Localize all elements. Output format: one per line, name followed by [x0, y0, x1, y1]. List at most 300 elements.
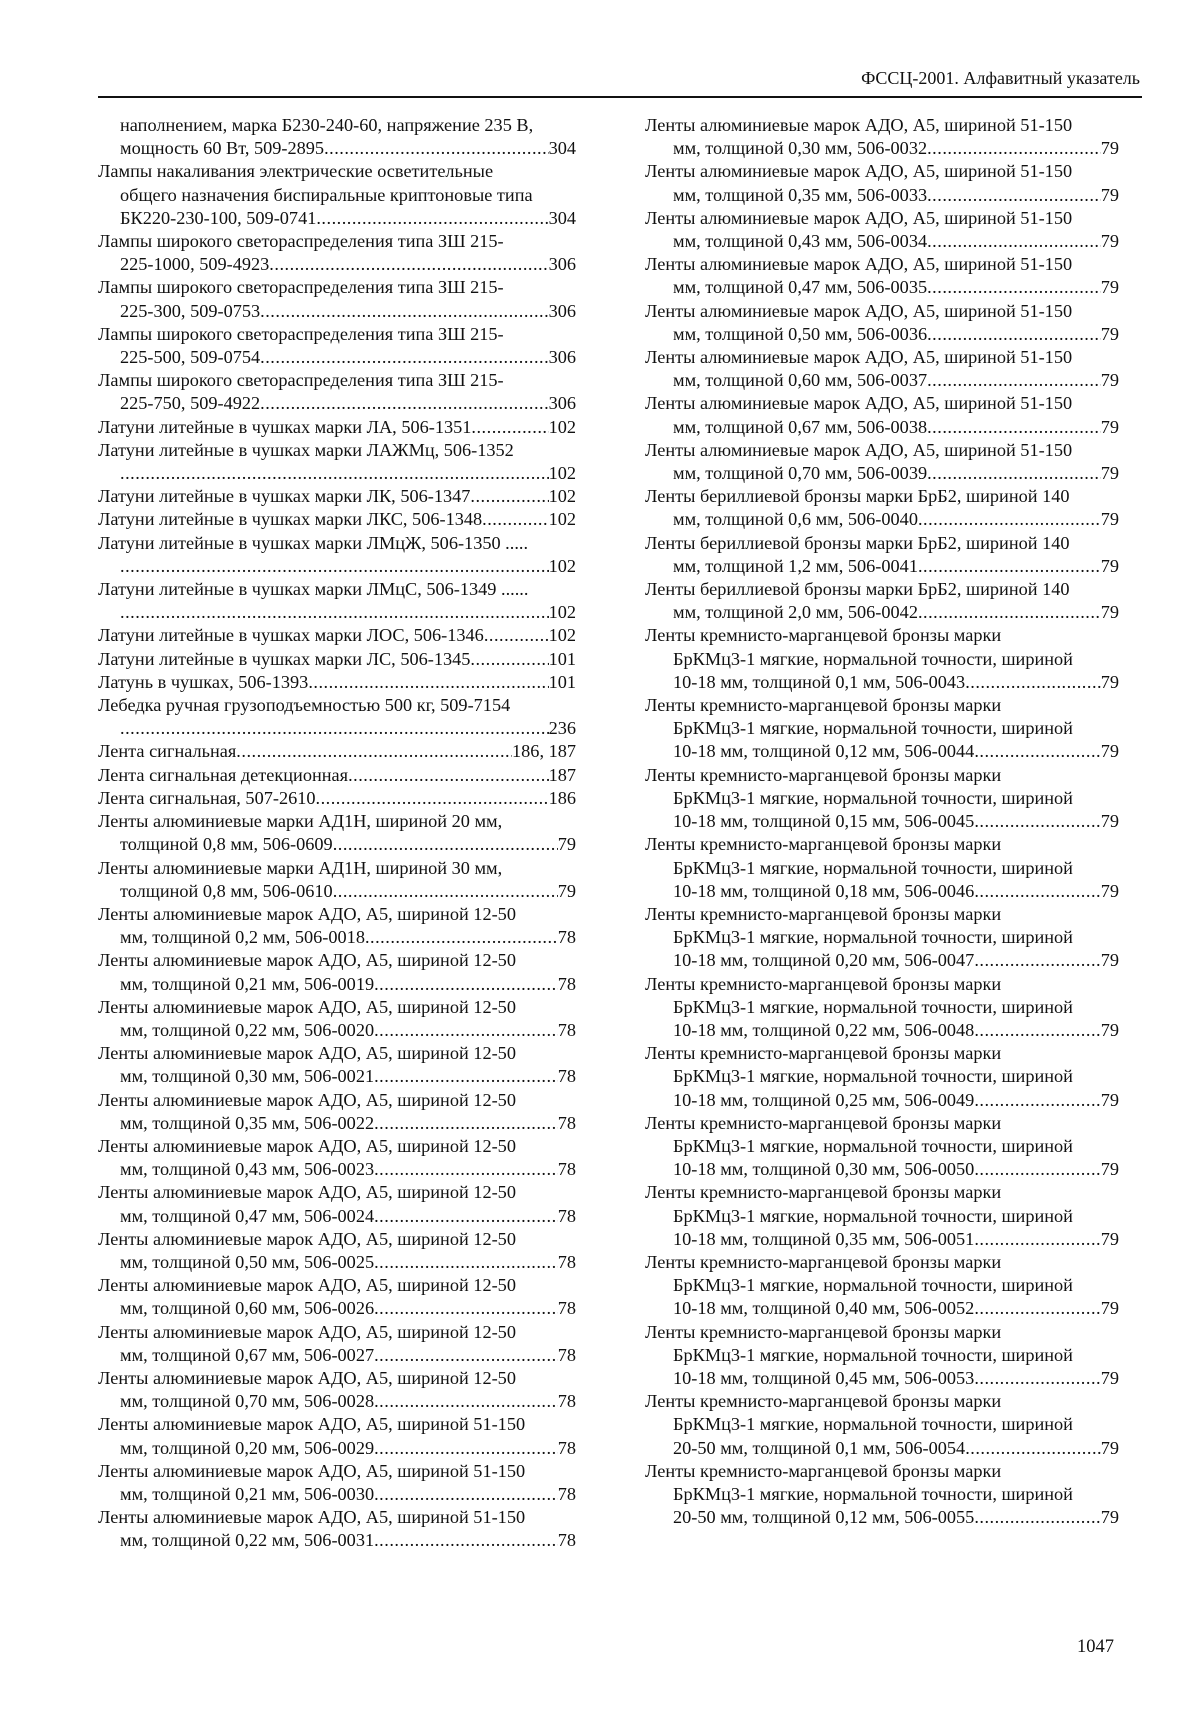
entry-line-with-page — [98, 1065, 576, 1088]
entry-text: мм, толщиной 2,0 мм, 506-0042 — [673, 602, 918, 623]
dot-leader — [918, 601, 1101, 624]
entry-line-with-page — [98, 787, 576, 810]
entry-text: мм, толщиной 1,2 мм, 506-0041 — [673, 555, 918, 576]
entry-line-with-page — [98, 416, 576, 439]
entry-line-with-page — [98, 346, 576, 369]
entry-text: мм, толщиной 0,70 мм, 506-0028 — [120, 1391, 375, 1412]
entry-page-ref: 78 — [557, 1437, 576, 1458]
entry-line-with-page — [645, 323, 1119, 346]
entry-line: Ленты кремнисто-марганцевой бронзы марки — [645, 903, 1002, 924]
entry-text: мм, толщиной 0,6 мм, 506-0040 — [673, 509, 918, 530]
entry-line-with-page — [645, 462, 1119, 485]
entry-line-with-page — [98, 508, 576, 531]
entry-page-ref: 79 — [1100, 1089, 1119, 1110]
index-entry — [98, 578, 576, 624]
entry-line-with-page — [98, 1483, 576, 1506]
entry-line: Ленты алюминиевые марок АДО, А5, шириной 51-150 — [98, 1414, 526, 1435]
index-entry — [645, 1042, 1119, 1112]
entry-text: 225-300, 509-0753 — [120, 300, 261, 321]
entry-page-ref: 79 — [1100, 370, 1119, 391]
entry-line-with-page — [98, 833, 576, 856]
entry-page-ref: 186, 187 — [512, 741, 576, 762]
entry-page-ref: 78 — [557, 1205, 576, 1226]
entry-line: Лампы широкого светораспределения типа ЗШ 215- — [98, 323, 504, 344]
entry-text: мм, толщиной 0,70 мм, 506-0039 — [673, 463, 928, 484]
entry-page-ref: 186 — [548, 787, 576, 808]
entry-text: 10-18 мм, толщиной 0,12 мм, 506-0044 — [673, 741, 975, 762]
entry-line-with-page — [98, 300, 576, 323]
entry-page-ref: 78 — [557, 1391, 576, 1412]
index-entry — [98, 903, 576, 949]
index-entry — [645, 392, 1119, 438]
dot-leader — [918, 508, 1101, 531]
entry-page-ref: 102 — [548, 463, 576, 484]
entry-line-with-page — [98, 880, 576, 903]
entry-line: БрКМц3-1 мягкие, нормальной точности, шириной — [673, 787, 1073, 808]
entry-line-with-page — [645, 1506, 1119, 1529]
entry-text: 10-18 мм, толщиной 0,45 мм, 506-0053 — [673, 1367, 975, 1388]
dot-leader — [974, 1228, 1100, 1251]
index-entry — [98, 369, 576, 415]
dot-leader — [484, 624, 549, 647]
entry-page-ref: 306 — [548, 393, 576, 414]
dot-leader — [927, 416, 1101, 439]
dot-leader — [374, 973, 558, 996]
index-entry — [645, 578, 1119, 624]
index-entry — [98, 1228, 576, 1274]
entry-text: мм, толщиной 0,21 мм, 506-0019 — [120, 973, 375, 994]
index-entry — [645, 1181, 1119, 1251]
dot-leader — [974, 810, 1100, 833]
entry-text: Лента сигнальная — [98, 741, 237, 762]
entry-page-ref: 236 — [548, 718, 576, 739]
dot-leader — [482, 508, 548, 531]
entry-line-with-page — [98, 624, 576, 647]
entry-page-ref: 102 — [548, 625, 576, 646]
entry-line: БрКМц3-1 мягкие, нормальной точности, шириной — [673, 1414, 1073, 1435]
entry-line: Ленты алюминиевые марок АДО, А5, шириной 51-150 — [645, 439, 1073, 460]
entry-line: БрКМц3-1 мягкие, нормальной точности, шириной — [673, 857, 1073, 878]
entry-line-with-page — [98, 253, 576, 276]
entry-line-with-page — [98, 926, 576, 949]
entry-line-with-page — [98, 1112, 576, 1135]
entry-line-with-page — [645, 508, 1119, 531]
entry-page-ref: 79 — [1100, 880, 1119, 901]
entry-line-with-page — [645, 1158, 1119, 1181]
dot-leader — [269, 253, 548, 276]
dot-leader — [308, 671, 548, 694]
entry-line: Ленты алюминиевые марок АДО, А5, шириной 12-50 — [98, 1275, 516, 1296]
index-entry — [645, 346, 1119, 392]
entry-page-ref: 79 — [1100, 138, 1119, 159]
entry-line-with-page — [98, 973, 576, 996]
entry-page-ref: 102 — [548, 486, 576, 507]
entry-text: мм, толщиной 0,35 мм, 506-0022 — [120, 1112, 375, 1133]
entry-line: наполнением, марка Б230-240-60, напряжение 235 В, — [120, 115, 534, 135]
dot-leader — [927, 369, 1101, 392]
index-entry — [98, 276, 576, 322]
entry-text: Лента сигнальная детекционная — [98, 764, 349, 785]
entry-line-with-page — [645, 276, 1119, 299]
entry-text: мм, толщиной 0,50 мм, 506-0036 — [673, 323, 928, 344]
entry-line: Ленты алюминиевые марок АДО, А5, шириной 12-50 — [98, 1182, 516, 1203]
index-entry — [98, 694, 576, 740]
index-entry — [98, 1367, 576, 1413]
entry-text: мм, толщиной 0,47 мм, 506-0024 — [120, 1205, 375, 1226]
entry-line: Ленты алюминиевые марок АДО, А5, шириной 12-50 — [98, 996, 516, 1017]
entry-text: Латуни литейные в чушках марки ЛК, 506-1347 — [98, 486, 471, 507]
dot-leader — [120, 717, 549, 740]
dot-leader — [374, 1390, 558, 1413]
entry-line-with-page — [98, 1297, 576, 1320]
entry-page-ref: 78 — [557, 1483, 576, 1504]
entry-page-ref: 79 — [1100, 1367, 1119, 1388]
entry-line: Ленты алюминиевые марок АДО, А5, шириной 51-150 — [98, 1507, 526, 1528]
entry-line: Ленты алюминиевые марок АДО, А5, шириной 51-150 — [645, 347, 1073, 368]
entry-line-with-page — [645, 184, 1119, 207]
index-entry — [645, 1460, 1119, 1530]
entry-line: Ленты кремнисто-марганцевой бронзы марки — [645, 1182, 1002, 1203]
index-entry — [98, 648, 576, 671]
dot-leader — [974, 1019, 1100, 1042]
entry-page-ref: 78 — [557, 1019, 576, 1040]
entry-line: Ленты кремнисто-марганцевой бронзы марки — [645, 1112, 1002, 1133]
entry-text: мм, толщиной 0,21 мм, 506-0030 — [120, 1483, 375, 1504]
index-entry — [645, 485, 1119, 531]
entry-text: 10-18 мм, толщиной 0,18 мм, 506-0046 — [673, 880, 975, 901]
entry-text: мм, толщиной 0,35 мм, 506-0033 — [673, 184, 928, 205]
dot-leader — [316, 787, 549, 810]
entry-text: Латуни литейные в чушках марки ЛА, 506-1351 — [98, 416, 472, 437]
index-entry — [98, 787, 576, 810]
entry-line-with-page — [645, 555, 1119, 578]
entry-page-ref: 79 — [1100, 277, 1119, 298]
entry-line-with-page — [98, 717, 576, 740]
entry-page-ref: 78 — [557, 927, 576, 948]
entry-line: Ленты бериллиевой бронзы марки БрБ2, шириной 140 — [645, 532, 1070, 553]
dot-leader — [333, 880, 558, 903]
entry-line: Лампы накаливания электрические осветительные — [98, 161, 494, 182]
entry-text: 20-50 мм, толщиной 0,1 мм, 506-0054 — [673, 1437, 966, 1458]
dot-leader — [120, 555, 549, 578]
index-entry — [98, 114, 576, 160]
dot-leader — [236, 740, 512, 763]
index-entry — [98, 857, 576, 903]
entry-text: мм, толщиной 0,67 мм, 506-0027 — [120, 1344, 375, 1365]
page-number: 1047 — [1077, 1637, 1114, 1657]
entry-line: Лампы широкого светораспределения типа ЗШ 215- — [98, 370, 504, 391]
index-entry — [98, 1089, 576, 1135]
entry-page-ref: 78 — [557, 1298, 576, 1319]
entry-line: Ленты алюминиевые марок АДО, А5, шириной 12-50 — [98, 1321, 516, 1342]
index-column-right — [645, 114, 1119, 1529]
entry-page-ref: 79 — [1100, 1507, 1119, 1528]
entry-page-ref: 78 — [557, 1530, 576, 1551]
entry-line: БрКМц3-1 мягкие, нормальной точности, шириной — [673, 1135, 1073, 1156]
entry-line-with-page — [98, 207, 576, 230]
entry-line: Ленты алюминиевые марок АДО, А5, шириной 12-50 — [98, 1367, 516, 1388]
dot-leader — [316, 207, 548, 230]
dot-leader — [965, 671, 1101, 694]
entry-page-ref: 79 — [1100, 950, 1119, 971]
index-entry — [645, 1112, 1119, 1182]
entry-line-with-page — [98, 1251, 576, 1274]
entry-line: БрКМц3-1 мягкие, нормальной точности, шириной — [673, 1205, 1073, 1226]
entry-page-ref: 306 — [548, 254, 576, 275]
entry-page-ref: 306 — [548, 300, 576, 321]
entry-page-ref: 102 — [548, 602, 576, 623]
entry-page-ref: 79 — [1100, 1298, 1119, 1319]
index-entry — [98, 230, 576, 276]
index-entry — [98, 485, 576, 508]
entry-text: мм, толщиной 0,22 мм, 506-0020 — [120, 1019, 375, 1040]
entry-line: Ленты бериллиевой бронзы марки БрБ2, шириной 140 — [645, 486, 1070, 507]
entry-text: мм, толщиной 0,60 мм, 506-0026 — [120, 1298, 375, 1319]
entry-text: мм, толщиной 0,20 мм, 506-0029 — [120, 1437, 375, 1458]
entry-line: Ленты кремнисто-марганцевой бронзы марки — [645, 1043, 1002, 1064]
index-entry — [98, 160, 576, 230]
entry-line: Ленты кремнисто-марганцевой бронзы марки — [645, 1460, 1002, 1481]
entry-line-with-page — [645, 369, 1119, 392]
dot-leader — [374, 1529, 558, 1552]
index-entry — [98, 810, 576, 856]
index-entry — [98, 764, 576, 787]
index-entry — [98, 439, 576, 485]
entry-line: Ленты алюминиевые марок АДО, А5, шириной 51-150 — [645, 115, 1073, 135]
entry-line: БрКМц3-1 мягкие, нормальной точности, шириной — [673, 927, 1073, 948]
page-header — [98, 66, 1142, 98]
entry-text: мм, толщиной 0,60 мм, 506-0037 — [673, 370, 928, 391]
entry-line-with-page — [645, 740, 1119, 763]
entry-line: БрКМц3-1 мягкие, нормальной точности, шириной — [673, 718, 1073, 739]
entry-line: Ленты бериллиевой бронзы марки БрБ2, шириной 140 — [645, 579, 1070, 600]
entry-line-with-page — [98, 462, 576, 485]
index-column-left — [98, 114, 576, 1553]
dot-leader — [927, 184, 1101, 207]
entry-text: БК220-230-100, 509-0741 — [120, 207, 317, 228]
entry-text: Лента сигнальная, 507-2610 — [98, 787, 316, 808]
entry-line-with-page — [645, 601, 1119, 624]
dot-leader — [348, 764, 549, 787]
dot-leader — [374, 1205, 558, 1228]
running-title: ФССЦ-2001. Алфавитный указатель — [861, 68, 1140, 88]
index-entry — [98, 1181, 576, 1227]
entry-text: мм, толщиной 0,30 мм, 506-0021 — [120, 1066, 375, 1087]
entry-line: Лебедка ручная грузоподъемностью 500 кг, 509-7154 — [98, 695, 511, 716]
entry-text: толщиной 0,8 мм, 506-0609 — [120, 834, 333, 855]
entry-page-ref: 79 — [1100, 811, 1119, 832]
entry-text: мм, толщиной 0,50 мм, 506-0025 — [120, 1251, 375, 1272]
entry-line-with-page — [98, 601, 576, 624]
entry-page-ref: 102 — [548, 555, 576, 576]
entry-page-ref: 79 — [1100, 555, 1119, 576]
entry-line: Ленты алюминиевые марок АДО, А5, шириной 51-150 — [645, 161, 1073, 182]
entry-line: Ленты алюминиевые марки АД1Н, шириной 30 мм, — [98, 857, 503, 878]
entry-text: мм, толщиной 0,43 мм, 506-0034 — [673, 231, 928, 252]
entry-line-with-page — [645, 880, 1119, 903]
entry-page-ref: 78 — [557, 1066, 576, 1087]
dot-leader — [927, 323, 1101, 346]
entry-line: Латуни литейные в чушках марки ЛМцС, 506-1349 ...... — [98, 579, 529, 600]
entry-text: мм, толщиной 0,2 мм, 506-0018 — [120, 927, 365, 948]
entry-line-with-page — [645, 949, 1119, 972]
index-entry — [645, 973, 1119, 1043]
dot-leader — [120, 601, 549, 624]
index-entry — [645, 1251, 1119, 1321]
index-entry — [645, 253, 1119, 299]
entry-line: Ленты кремнисто-марганцевой бронзы марки — [645, 973, 1002, 994]
entry-page-ref: 79 — [1100, 463, 1119, 484]
entry-text: 225-500, 509-0754 — [120, 347, 261, 368]
entry-line: Лампы широкого светораспределения типа ЗШ 215- — [98, 231, 504, 252]
entry-line: Ленты алюминиевые марок АДО, А5, шириной 12-50 — [98, 1043, 516, 1064]
entry-page-ref: 79 — [1100, 1437, 1119, 1458]
index-entry — [98, 1506, 576, 1552]
dot-leader — [974, 740, 1100, 763]
dot-leader — [470, 485, 548, 508]
dot-leader — [374, 1158, 558, 1181]
entry-text: мм, толщиной 0,43 мм, 506-0023 — [120, 1159, 375, 1180]
dot-leader — [965, 1437, 1101, 1460]
entry-page-ref: 79 — [1100, 184, 1119, 205]
dot-leader — [974, 1506, 1100, 1529]
entry-text: Латуни литейные в чушках марки ЛКС, 506-1348 — [98, 509, 483, 530]
entry-text: мм, толщиной 0,67 мм, 506-0038 — [673, 416, 928, 437]
index-entry — [645, 694, 1119, 764]
entry-line: общего назначения биспиральные криптоновые типа — [120, 184, 533, 205]
dot-leader — [324, 137, 549, 160]
dot-leader — [260, 392, 548, 415]
entry-text: 10-18 мм, толщиной 0,25 мм, 506-0049 — [673, 1089, 975, 1110]
entry-line: БрКМц3-1 мягкие, нормальной точности, шириной — [673, 996, 1073, 1017]
index-entry — [645, 160, 1119, 206]
entry-line: Ленты кремнисто-марганцевой бронзы марки — [645, 1251, 1002, 1272]
index-entry — [98, 1135, 576, 1181]
entry-line-with-page — [98, 764, 576, 787]
entry-text: 10-18 мм, толщиной 0,35 мм, 506-0051 — [673, 1228, 975, 1249]
index-entry — [645, 764, 1119, 834]
entry-line-with-page — [98, 555, 576, 578]
entry-text: 10-18 мм, толщиной 0,22 мм, 506-0048 — [673, 1019, 975, 1040]
entry-line: Латуни литейные в чушках марки ЛАЖМц, 506-1352 — [98, 439, 514, 460]
entry-line: Ленты кремнисто-марганцевой бронзы марки — [645, 695, 1002, 716]
entry-line: БрКМц3-1 мягкие, нормальной точности, шириной — [673, 1066, 1073, 1087]
entry-line: БрКМц3-1 мягкие, нормальной точности, шириной — [673, 648, 1073, 669]
dot-leader — [974, 880, 1100, 903]
dot-leader — [120, 462, 549, 485]
entry-text: мм, толщиной 0,47 мм, 506-0035 — [673, 277, 928, 298]
entry-line-with-page — [98, 648, 576, 671]
entry-page-ref: 79 — [1100, 1019, 1119, 1040]
entry-page-ref: 79 — [1100, 741, 1119, 762]
entry-page-ref: 102 — [548, 509, 576, 530]
dot-leader — [927, 462, 1101, 485]
dot-leader — [974, 1367, 1100, 1390]
dot-leader — [374, 1437, 558, 1460]
index-entry — [98, 740, 576, 763]
entry-line-with-page — [645, 1089, 1119, 1112]
entry-text: 10-18 мм, толщиной 0,1 мм, 506-0043 — [673, 671, 966, 692]
index-entry — [98, 508, 576, 531]
index-entry — [645, 439, 1119, 485]
entry-line: Ленты кремнисто-марганцевой бронзы марки — [645, 764, 1002, 785]
entry-text: Латунь в чушках, 506-1393 — [98, 671, 309, 692]
index-entry — [645, 300, 1119, 346]
entry-page-ref: 78 — [557, 1344, 576, 1365]
entry-text: мм, толщиной 0,30 мм, 506-0032 — [673, 138, 928, 159]
index-entry — [645, 1390, 1119, 1460]
entry-line-with-page — [645, 1437, 1119, 1460]
entry-text: 10-18 мм, толщиной 0,15 мм, 506-0045 — [673, 811, 975, 832]
entry-line-with-page — [98, 740, 576, 763]
entry-page-ref: 79 — [1100, 416, 1119, 437]
entry-line-with-page — [98, 485, 576, 508]
entry-line: Ленты кремнисто-марганцевой бронзы марки — [645, 1391, 1002, 1412]
entry-page-ref: 79 — [1100, 323, 1119, 344]
entry-page-ref: 79 — [557, 834, 576, 855]
index-entry — [98, 1413, 576, 1459]
dot-leader — [260, 300, 548, 323]
index-entry — [645, 532, 1119, 578]
entry-line-with-page — [98, 1019, 576, 1042]
index-entry — [98, 949, 576, 995]
entry-page-ref: 78 — [557, 1251, 576, 1272]
index-entry — [98, 323, 576, 369]
dot-leader — [374, 1065, 558, 1088]
entry-line-with-page — [645, 1228, 1119, 1251]
entry-line-with-page — [98, 1437, 576, 1460]
entry-text: 225-750, 509-4922 — [120, 393, 261, 414]
entry-line-with-page — [98, 1529, 576, 1552]
entry-line-with-page — [645, 1367, 1119, 1390]
entry-line: Ленты алюминиевые марок АДО, А5, шириной 51-150 — [645, 393, 1073, 414]
entry-line-with-page — [98, 392, 576, 415]
entry-line: Ленты алюминиевые марок АДО, А5, шириной 12-50 — [98, 1228, 516, 1249]
entry-line-with-page — [98, 1205, 576, 1228]
index-entry — [645, 833, 1119, 903]
entry-line: БрКМц3-1 мягкие, нормальной точности, шириной — [673, 1483, 1073, 1504]
entry-line: Ленты алюминиевые марок АДО, А5, шириной 12-50 — [98, 950, 516, 971]
entry-page-ref: 79 — [1100, 602, 1119, 623]
dot-leader — [974, 949, 1100, 972]
entry-text: Латуни литейные в чушках марки ЛС, 506-1345 — [98, 648, 471, 669]
entry-page-ref: 79 — [1100, 1228, 1119, 1249]
dot-leader — [374, 1019, 558, 1042]
entry-text: мм, толщиной 0,22 мм, 506-0031 — [120, 1530, 375, 1551]
entry-line-with-page — [645, 1297, 1119, 1320]
entry-line-with-page — [98, 1344, 576, 1367]
entry-line: БрКМц3-1 мягкие, нормальной точности, шириной — [673, 1275, 1073, 1296]
entry-line-with-page — [98, 137, 576, 160]
index-entry — [98, 624, 576, 647]
entry-page-ref: 306 — [548, 347, 576, 368]
dot-leader — [974, 1089, 1100, 1112]
entry-line: Ленты алюминиевые марок АДО, А5, шириной 51-150 — [645, 300, 1073, 321]
entry-line-with-page — [98, 1158, 576, 1181]
dot-leader — [927, 276, 1101, 299]
entry-line: Ленты алюминиевые марок АДО, А5, шириной 12-50 — [98, 903, 516, 924]
entry-page-ref: 102 — [548, 416, 576, 437]
dot-leader — [974, 1297, 1100, 1320]
entry-line: Ленты алюминиевые марок АДО, А5, шириной 51-150 — [645, 254, 1073, 275]
index-entry — [98, 416, 576, 439]
entry-line-with-page — [645, 230, 1119, 253]
entry-line: Ленты алюминиевые марок АДО, А5, шириной 12-50 — [98, 1089, 516, 1110]
entry-line: Ленты кремнисто-марганцевой бронзы марки — [645, 625, 1002, 646]
entry-text: Латуни литейные в чушках марки ЛОС, 506-1346 — [98, 625, 484, 646]
entry-line-with-page — [98, 671, 576, 694]
entry-page-ref: 79 — [1100, 231, 1119, 252]
